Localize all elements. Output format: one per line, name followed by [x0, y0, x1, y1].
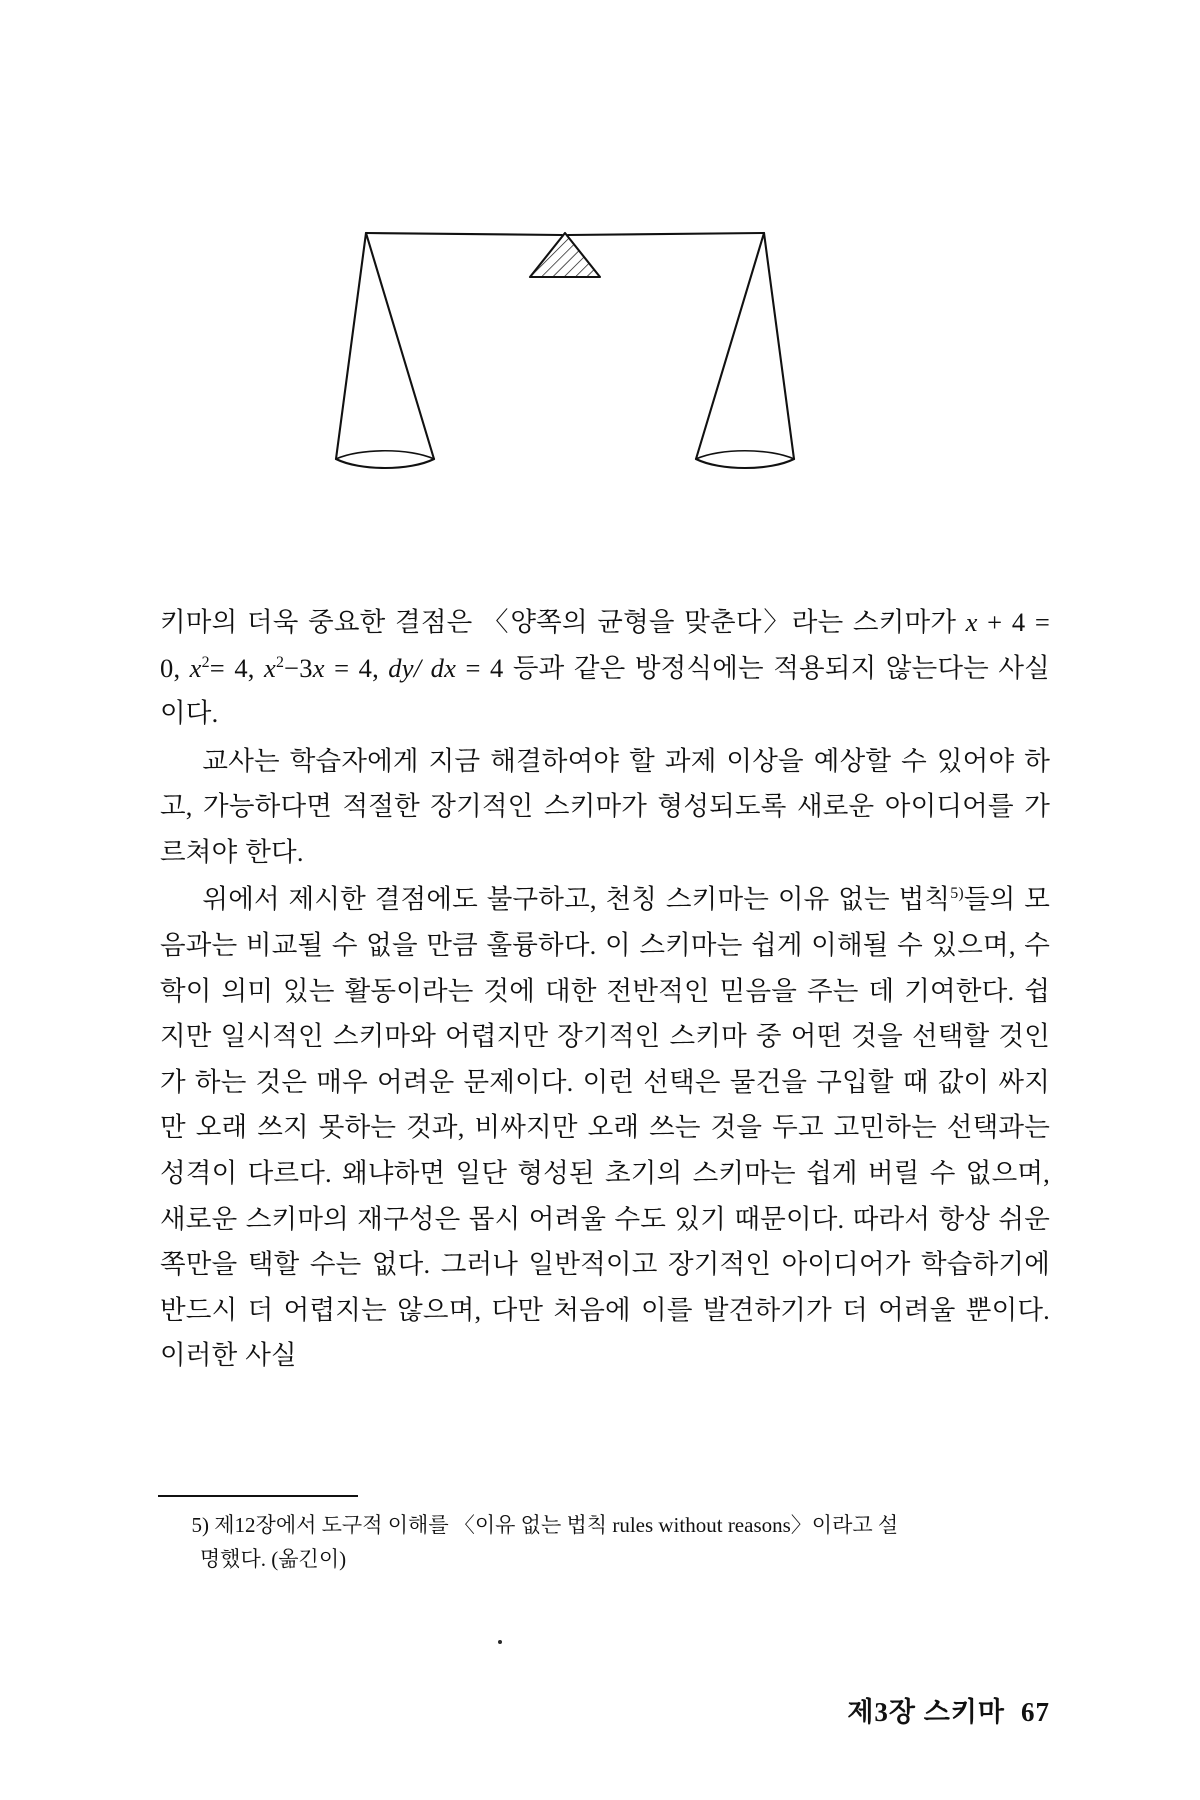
- balance-scale-illustration: [330, 205, 800, 480]
- math-exponent-1: 2: [201, 653, 210, 671]
- paragraph-1: [160, 600, 1050, 737]
- paragraph-3-after-footnote: 들의 모음과는 비교될 수 없을 만큼 훌륭하다. 이 스키마는 쉽게 이해될 수 있으며, 수학이 의미 있는 활동이라는 것에 대한 전반적인 믿음을 주는 데 기여한다. 쉽지만 일시적인 스키마와 어렵지만 장기적인 스키마 중 어떤 것을 선택할 것인가 하는 것은 매우 어려운 문제이다. 이런 선택은 물건을 구입할 때 값이 싸지만 오래 쓰지 못하는 것과, 비싸지만 오래 쓰는 것을 두고 고민하는 선택과는 성격이 다르다. 왜냐하면 일단 형성된 초기의 스키마는 쉽게 버릴 수 없으며, 새로운 스키마의 재구성은 몹시 어려울 수도 있기 때문이다. 따라서 항상 쉬운 쪽만을 택할 수는 없다. 그러나 일반적이고 장기적인 아이디어가 학습하기에 반드시 더 어렵지는 않으며, 다만 처음에 이를 발견하기가 더 어려울 뿐이다. 이러한 사실: [160, 884, 1050, 1371]
- math-x-3: x: [264, 652, 276, 683]
- footnote-line-2: 명했다. (옮긴이): [199, 1547, 347, 1572]
- footer-chapter-title: 제3장 스키마: [847, 1697, 1005, 1727]
- math-exponent-2: 2: [275, 653, 285, 671]
- footnote-line-1: [160, 1508, 1050, 1542]
- paragraph-2: 교사는 학습자에게 지금 해결하여야 할 과제 이상을 예상할 수 있어야 하고, 가능하다면 적절한 장기적인 스키마가 형성되도록 새로운 아이디어를 가르쳐야 한다.: [160, 745, 1050, 867]
- footnote-separator-rule: [158, 1495, 358, 1497]
- math-text-2: = 4,: [209, 652, 264, 683]
- footnote-block: [160, 1508, 1050, 1576]
- math-text-3: −3: [284, 652, 313, 683]
- paragraph-3: [160, 877, 1050, 1378]
- math-text-4: = 4,: [324, 652, 389, 683]
- paragraph-1-tail: = 4 등과 같은 방정식에는 적용되지 않는다는 사실이다.: [160, 652, 1050, 729]
- math-x-4: x: [312, 652, 325, 683]
- footnote-marker: 5): [191, 1513, 209, 1537]
- body-text-column: [160, 600, 1050, 1381]
- math-x-1: x: [965, 607, 978, 637]
- math-text-1: + 4 = 0,: [160, 607, 1050, 683]
- ink-speck: [498, 1640, 502, 1644]
- math-x-2: x: [189, 652, 202, 683]
- page-footer: [0, 1690, 1050, 1729]
- math-dydx: dy/ dx: [388, 652, 457, 683]
- page-number: 67: [1021, 1697, 1050, 1727]
- footnote-text: 제12장에서 도구적 이해를 〈이유 없는 법칙 rules without reasons〉이라고 설: [214, 1513, 899, 1537]
- footnote-reference-5[interactable]: 5): [950, 885, 964, 903]
- paragraph-3-before-footnote: 위에서 제시한 결점에도 불구하고, 천칭 스키마는 이유 없는 법칙: [202, 884, 951, 915]
- paragraph-1-lead: 키마의 더욱 중요한 결점은 〈양쪽의 균형을 맞춘다〉라는 스키마가: [160, 607, 966, 637]
